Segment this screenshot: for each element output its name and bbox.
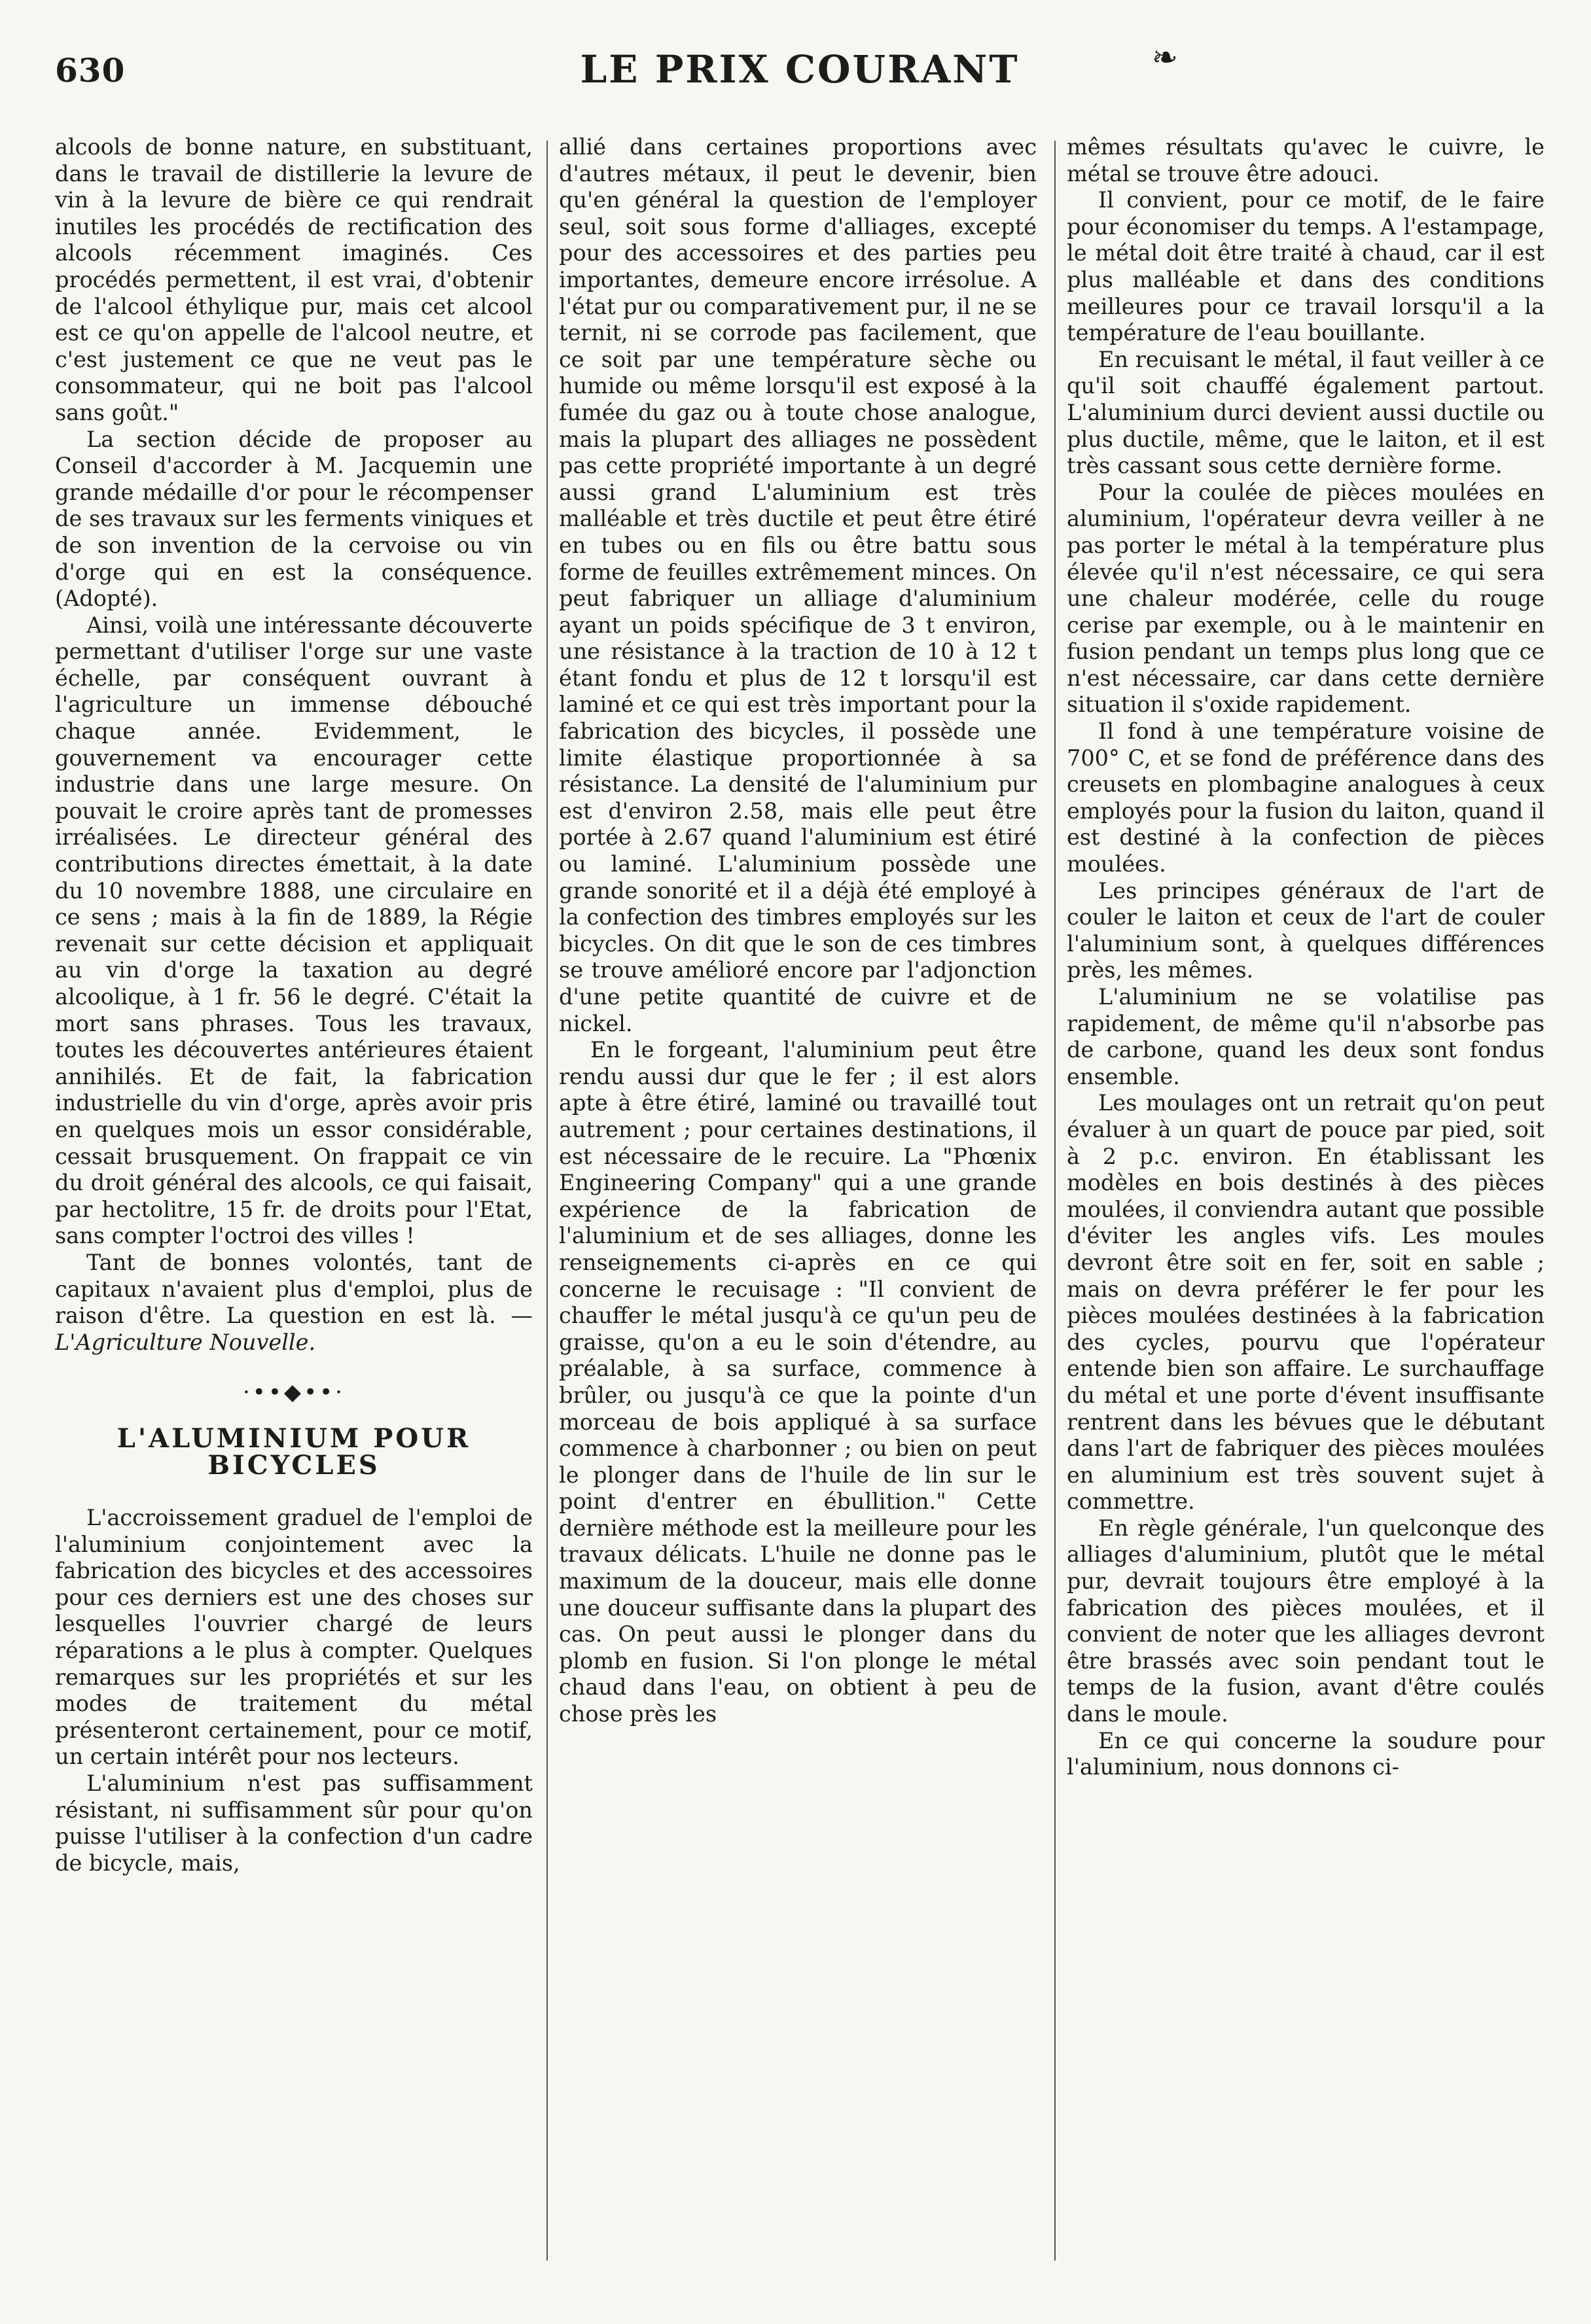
ornament-mark-icon: ❧ <box>1151 39 1178 76</box>
paragraph: Pour la coulée de pièces moulées en aluminium, l'opérateur devra veiller à ne pas porter le métal à la température plus élevée qu'il n'est nécessaire, ce qui sera une chaleur modérée, celle du rouge cerise par exemple, ou à le maintenir en fusion pendant un temps plus long que ce n'est nécessaire, car dans cette dernière situation il s'oxide rapidement. <box>1067 479 1545 718</box>
paragraph: En règle générale, l'un quelconque des alliages d'aluminium, plutôt que le métal pur, devrait toujours être employé à la fabrication des pièces moulées, et il convient de noter que les alliages devront être brassés avec soin pendant tout le temps de la fusion, avant d'être coulés dans le moule. <box>1067 1515 1545 1727</box>
paragraph: Ainsi, voilà une intéressante découverte permettant d'utiliser l'orge sur une vaste échelle, par conséquent ouvrant à l'agriculture un immense débouché chaque année. Evidemment, le gouvernement va encourager cette industrie dans une large mesure. On pouvait le croire après tant de promesses irréalisées. Le directeur général des contributions directes émettait, à la date du 10 novembre 1888, une circulaire en ce sens ; mais à la fin de 1889, la Régie revenait sur cette décision et appliquait au vin d'orge la taxation au degré alcoolique, à 1 fr. 56 le degré. C'était la mort sans phrases. Tous les travaux, toutes les découvertes antérieures étaient annihilés. Et de fait, la fabrication industrielle du vin d'orge, après avoir pris en quelques mois un essor considérable, cessait brusquement. On frappait ce vin du droit général des alcools, ce qui faisait, par hectolitre, 15 fr. de droits pour l'Etat, sans compter l'octroi des villes ! <box>55 612 533 1249</box>
paragraph: L'accroissement graduel de l'emploi de l'aluminium conjointement avec la fabrication des bicycles et des accessoires pour ces derniers est une des choses sur lesquelles l'ouvrier chargé de leurs réparations a le plus à compter. Quelques remarques sur les propriétés et sur les modes de traitement du métal présenteront certainement, pour ce motif, un certain intérêt pour nos lecteurs. <box>55 1505 533 1770</box>
column-divider <box>546 141 548 2261</box>
section-separator: ·••◆••· <box>243 1379 345 1406</box>
paragraph: En ce qui concerne la soudure pour l'aluminium, nous donnons ci- <box>1067 1727 1545 1780</box>
page-number: 630 <box>55 51 126 90</box>
article-title: L'ALUMINIUM POUR BICYCLES <box>116 1422 471 1481</box>
paragraph: Les moulages ont un retrait qu'on peut évaluer à un quart de pouce par pied, soit à 2 p.c. environ. En établissant les modèles en bois destinés à des pièces moulées, il conviendra autant que possible d'éviter les angles vifs. Les moules devront être soit en fer, soit en sable ; mais on devra préférer le fer pour les pièces moulées destinées à la fabrication des cycles, pourvu que l'opérateur entende bien son affaire. Le surchauffage du métal et une porte d'évent insuffisante rentrent dans les bévues que le débutant dans l'art de fabriquer des pièces moulées en aluminium est très souvent sujet à commettre. <box>1067 1090 1545 1515</box>
journal-title: LE PRIX COURANT <box>580 47 1020 92</box>
paragraph-text: Tant de bonnes volontés, tant de capitaux n'avaient plus d'emploi, plus de raison d'être. La question en est là. — <box>55 1249 533 1329</box>
paragraph: En le forgeant, l'aluminium peut être rendu aussi dur que le fer ; il est alors apte à être étiré, laminé ou travaillé tout autrement ; pour certaines destinations, il est nécessaire de le recuire. La "Phœnix Engineering Company" qui a une grande expérience de la fabrication de l'aluminium et de ses alliages, donne les renseignements ci-après en ce qui concerne le recuisage : "Il convient de chauffer le métal jusqu'à ce qu'un peu de graisse, qu'on a eu le soin d'étendre, au préalable, à sa surface, commence à brûler, ou jusqu'à ce que la pointe d'un morceau de bois appliqué à sa surface commence à charbonner ; ou bien on peut le plonger dans de l'huile de lin sur le point d'entrer en ébullition." Cette dernière méthode est la meilleure pour les travaux délicats. L'huile ne donne pas le maximum de la douceur, mais elle donne une douceur suffisante dans la plupart des cas. On peut aussi le plonger dans du plomb en fusion. Si l'on plonge le métal chaud dans l'eau, on obtient à peu de chose près les <box>559 1037 1037 1727</box>
paragraph: mêmes résultats qu'avec le cuivre, le métal se trouve être adouci. <box>1067 134 1545 186</box>
column-2 <box>559 134 1037 2280</box>
column-1 <box>55 134 533 2280</box>
source-citation: L'Agriculture Nouvelle. <box>55 1329 316 1355</box>
paragraph: En recuisant le métal, il faut veiller à ce qu'il soit chauffé également partout. L'aluminium durci devient aussi ductile ou plus ductile, même, que le laiton, et il est très cassant sous cette dernière forme. <box>1067 346 1545 479</box>
column-divider <box>1054 141 1056 2261</box>
paragraph: Il convient, pour ce motif, de le faire pour économiser du temps. A l'estampage, le métal doit être traité à chaud, car il est plus malléable et dans des conditions meilleures pour ce travail lorsqu'il a la température de l'eau bouillante. <box>1067 187 1545 346</box>
paragraph: Il fond à une température voisine de 700° C, et se fond de préférence dans des creusets en plombagine analogues à ceux employés pour la fusion du laiton, quand il est destiné à la confection de pièces moulées. <box>1067 718 1545 877</box>
paragraph: allié dans certaines proportions avec d'autres métaux, il peut le devenir, bien qu'en général la question de l'employer seul, soit sous forme d'alliages, excepté pour des accessoires et des parties peu importantes, demeure encore irrésolue. A l'état pur ou comparativement pur, il ne se ternit, ni se corrode pas facilement, que ce soit par une température sèche ou humide ou même lorsqu'il est exposé à la fumée du gaz ou à toute chose analogue, mais la plupart des alliages ne possèdent pas cette propriété importante à un degré aussi grand L'aluminium est très malléable et très ductile et peut être étiré en tubes ou en fils ou être battu sous forme de feuilles extrêmement minces. On peut fabriquer un alliage d'aluminium ayant un poids spécifique de 3 t environ, une résistance à la traction de 10 à 12 t étant fondu et plus de 12 t lorsqu'il est laminé et ce qui est très important pour la fabrication des bicycles, il possède une limite élastique proportionnée à sa résistance. La densité de l'aluminium pur est d'environ 2.58, mais elle peut être portée à 2.67 quand l'aluminium est étiré ou laminé. L'aluminium possède une grande sonorité et il a déjà été employé à la confection des timbres employés sur les bicycles. On dit que le son de ces timbres se trouve amélioré encore par l'adjonction d'une petite quantité de cuivre et de nickel. <box>559 134 1037 1036</box>
paragraph: L'aluminium ne se volatilise pas rapidement, de même qu'il n'absorbe pas de carbone, quand les deux sont fondus ensemble. <box>1067 984 1545 1089</box>
paragraph: Les principes généraux de l'art de couler le laiton et ceux de l'art de couler l'aluminium sont, à quelques différences près, les mêmes. <box>1067 877 1545 983</box>
paragraph <box>55 1250 533 1356</box>
page-header <box>55 39 1545 105</box>
paragraph: L'aluminium n'est pas suffisamment résistant, ni suffisamment sûr pour qu'on puisse l'utiliser à la confection d'un cadre de bicycle, mais, <box>55 1770 533 1876</box>
paragraph: La section décide de proposer au Conseil d'accorder à M. Jacquemin une grande médaille d'or pour le récompenser de ses travaux sur les ferments viniques et de son invention de la cervoise ou vin d'orge qui en est la conséquence. (Adopté). <box>55 426 533 612</box>
article-columns <box>55 134 1545 2280</box>
column-3 <box>1067 134 1545 2280</box>
paragraph: alcools de bonne nature, en substituant, dans le travail de distillerie la levure de vin à la levure de bière ce qui rendrait inutiles les procédés de rectification des alcools récemment imaginés. Ces procédés permettent, il est vrai, d'obtenir de l'alcool éthylique pur, mais cet alcool est ce qu'on appelle de l'alcool neutre, et c'est justement ce que ne veut pas le consommateur, qui ne boit pas l'alcool sans goût." <box>55 134 533 425</box>
